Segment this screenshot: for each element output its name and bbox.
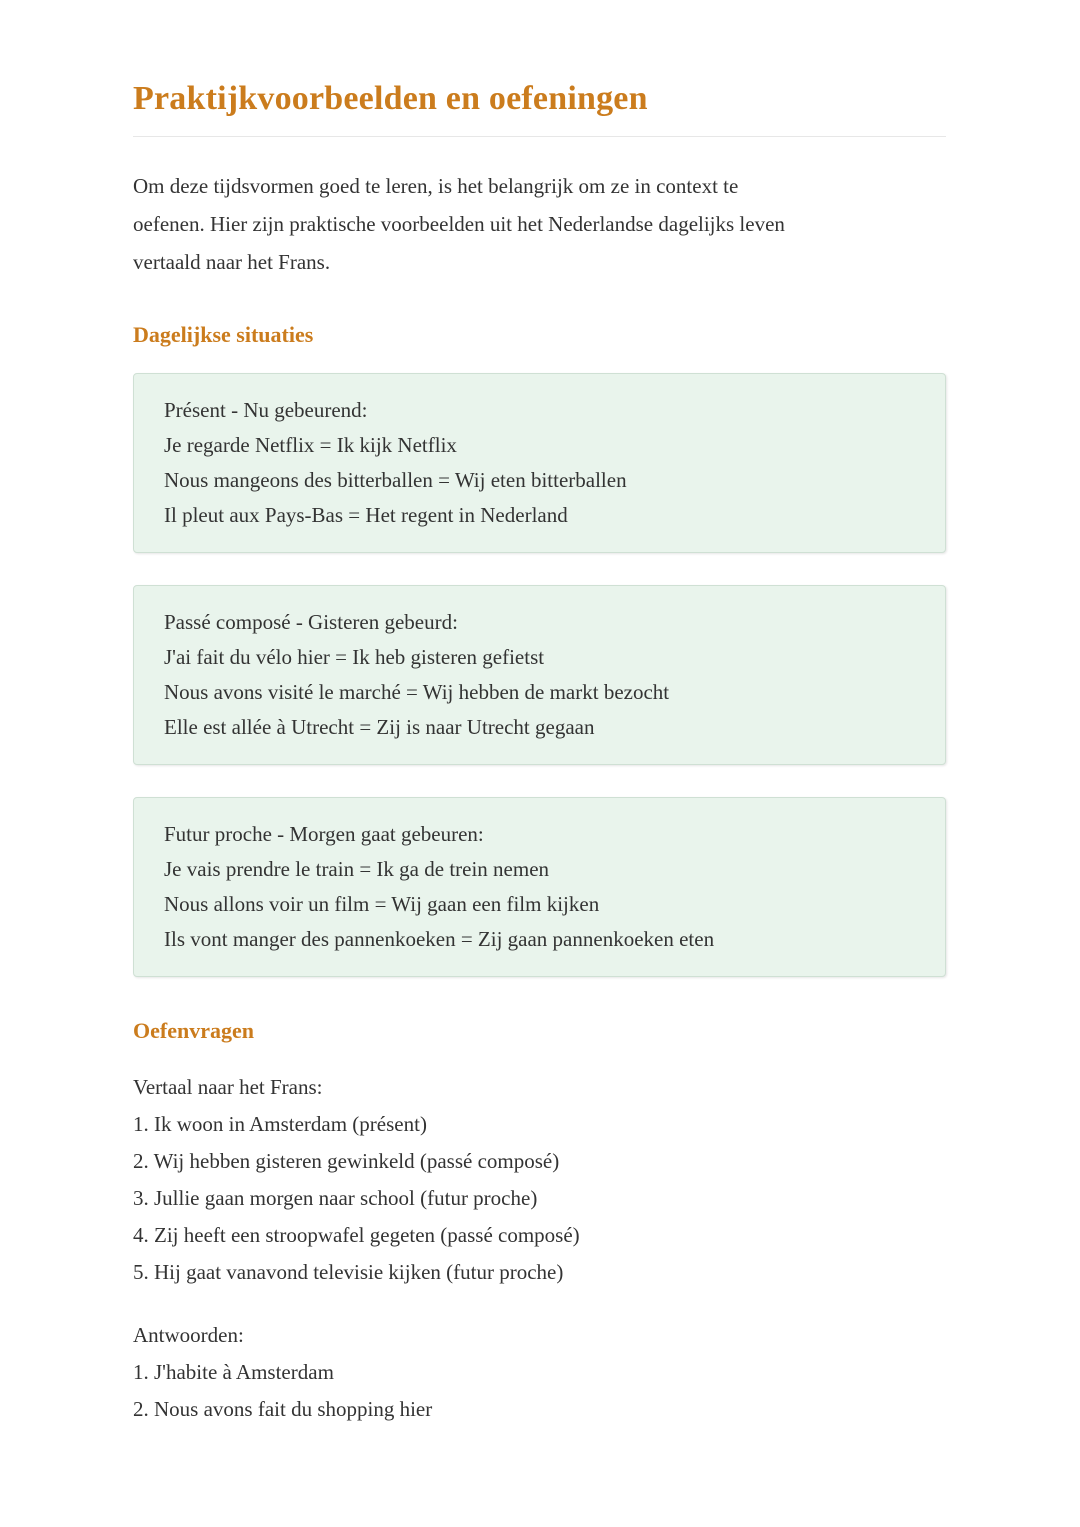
intro-paragraph — [133, 167, 946, 281]
section-heading-oefenvragen: Oefenvragen — [133, 1018, 254, 1043]
exercise-item: 5. Hij gaat vanavond televisie kijken (futur proche) — [133, 1260, 564, 1284]
example-line: Je vais prendre le train = Ik ga de trein nemen — [164, 857, 550, 881]
example-line: Futur proche - Morgen gaat gebeuren: — [164, 822, 484, 846]
exercise-list — [133, 1069, 946, 1291]
example-box-present — [133, 373, 946, 553]
answer-item: 1. J'habite à Amsterdam — [133, 1360, 334, 1384]
example-line: Ils vont manger des pannenkoeken = Zij gaan pannenkoeken eten — [164, 927, 715, 951]
example-box-passe-compose — [133, 585, 946, 765]
example-line: Nous mangeons des bitterballen = Wij eten bitterballen — [164, 468, 627, 492]
example-line: Je regarde Netflix = Ik kijk Netflix — [164, 433, 457, 457]
example-line: Elle est allée à Utrecht = Zij is naar Utrecht gegaan — [164, 715, 595, 739]
exercise-item: 4. Zij heeft een stroopwafel gegeten (passé composé) — [133, 1223, 580, 1247]
answers-lead: Antwoorden: — [133, 1323, 244, 1347]
example-line: Nous avons visité le marché = Wij hebben de markt bezocht — [164, 680, 670, 704]
section-heading-dagelijkse-situaties: Dagelijkse situaties — [133, 322, 314, 347]
example-line: Nous allons voir un film = Wij gaan een film kijken — [164, 892, 600, 916]
exercise-lead: Vertaal naar het Frans: — [133, 1075, 323, 1099]
exercise-item: 1. Ik woon in Amsterdam (présent) — [133, 1112, 427, 1136]
answer-item: 2. Nous avons fait du shopping hier — [133, 1397, 433, 1421]
intro-line: vertaald naar het Frans. — [133, 250, 331, 274]
title-divider — [133, 136, 946, 137]
document-page — [133, 0, 946, 1428]
example-line: Passé composé - Gisteren gebeurd: — [164, 610, 458, 634]
page-title: Praktijkvoorbeelden en oefeningen — [133, 80, 648, 117]
intro-line: oefenen. Hier zijn praktische voorbeelden uit het Nederlandse dagelijks leven — [133, 212, 785, 236]
answers-list — [133, 1317, 946, 1428]
example-line: J'ai fait du vélo hier = Ik heb gisteren gefietst — [164, 645, 545, 669]
exercise-item: 3. Jullie gaan morgen naar school (futur proche) — [133, 1186, 538, 1210]
intro-line: Om deze tijdsvormen goed te leren, is het belangrijk om ze in context te — [133, 174, 739, 198]
exercise-item: 2. Wij hebben gisteren gewinkeld (passé composé) — [133, 1149, 560, 1173]
example-line: Présent - Nu gebeurend: — [164, 398, 368, 422]
example-line: Il pleut aux Pays-Bas = Het regent in Nederland — [164, 503, 568, 527]
example-box-futur-proche — [133, 797, 946, 977]
